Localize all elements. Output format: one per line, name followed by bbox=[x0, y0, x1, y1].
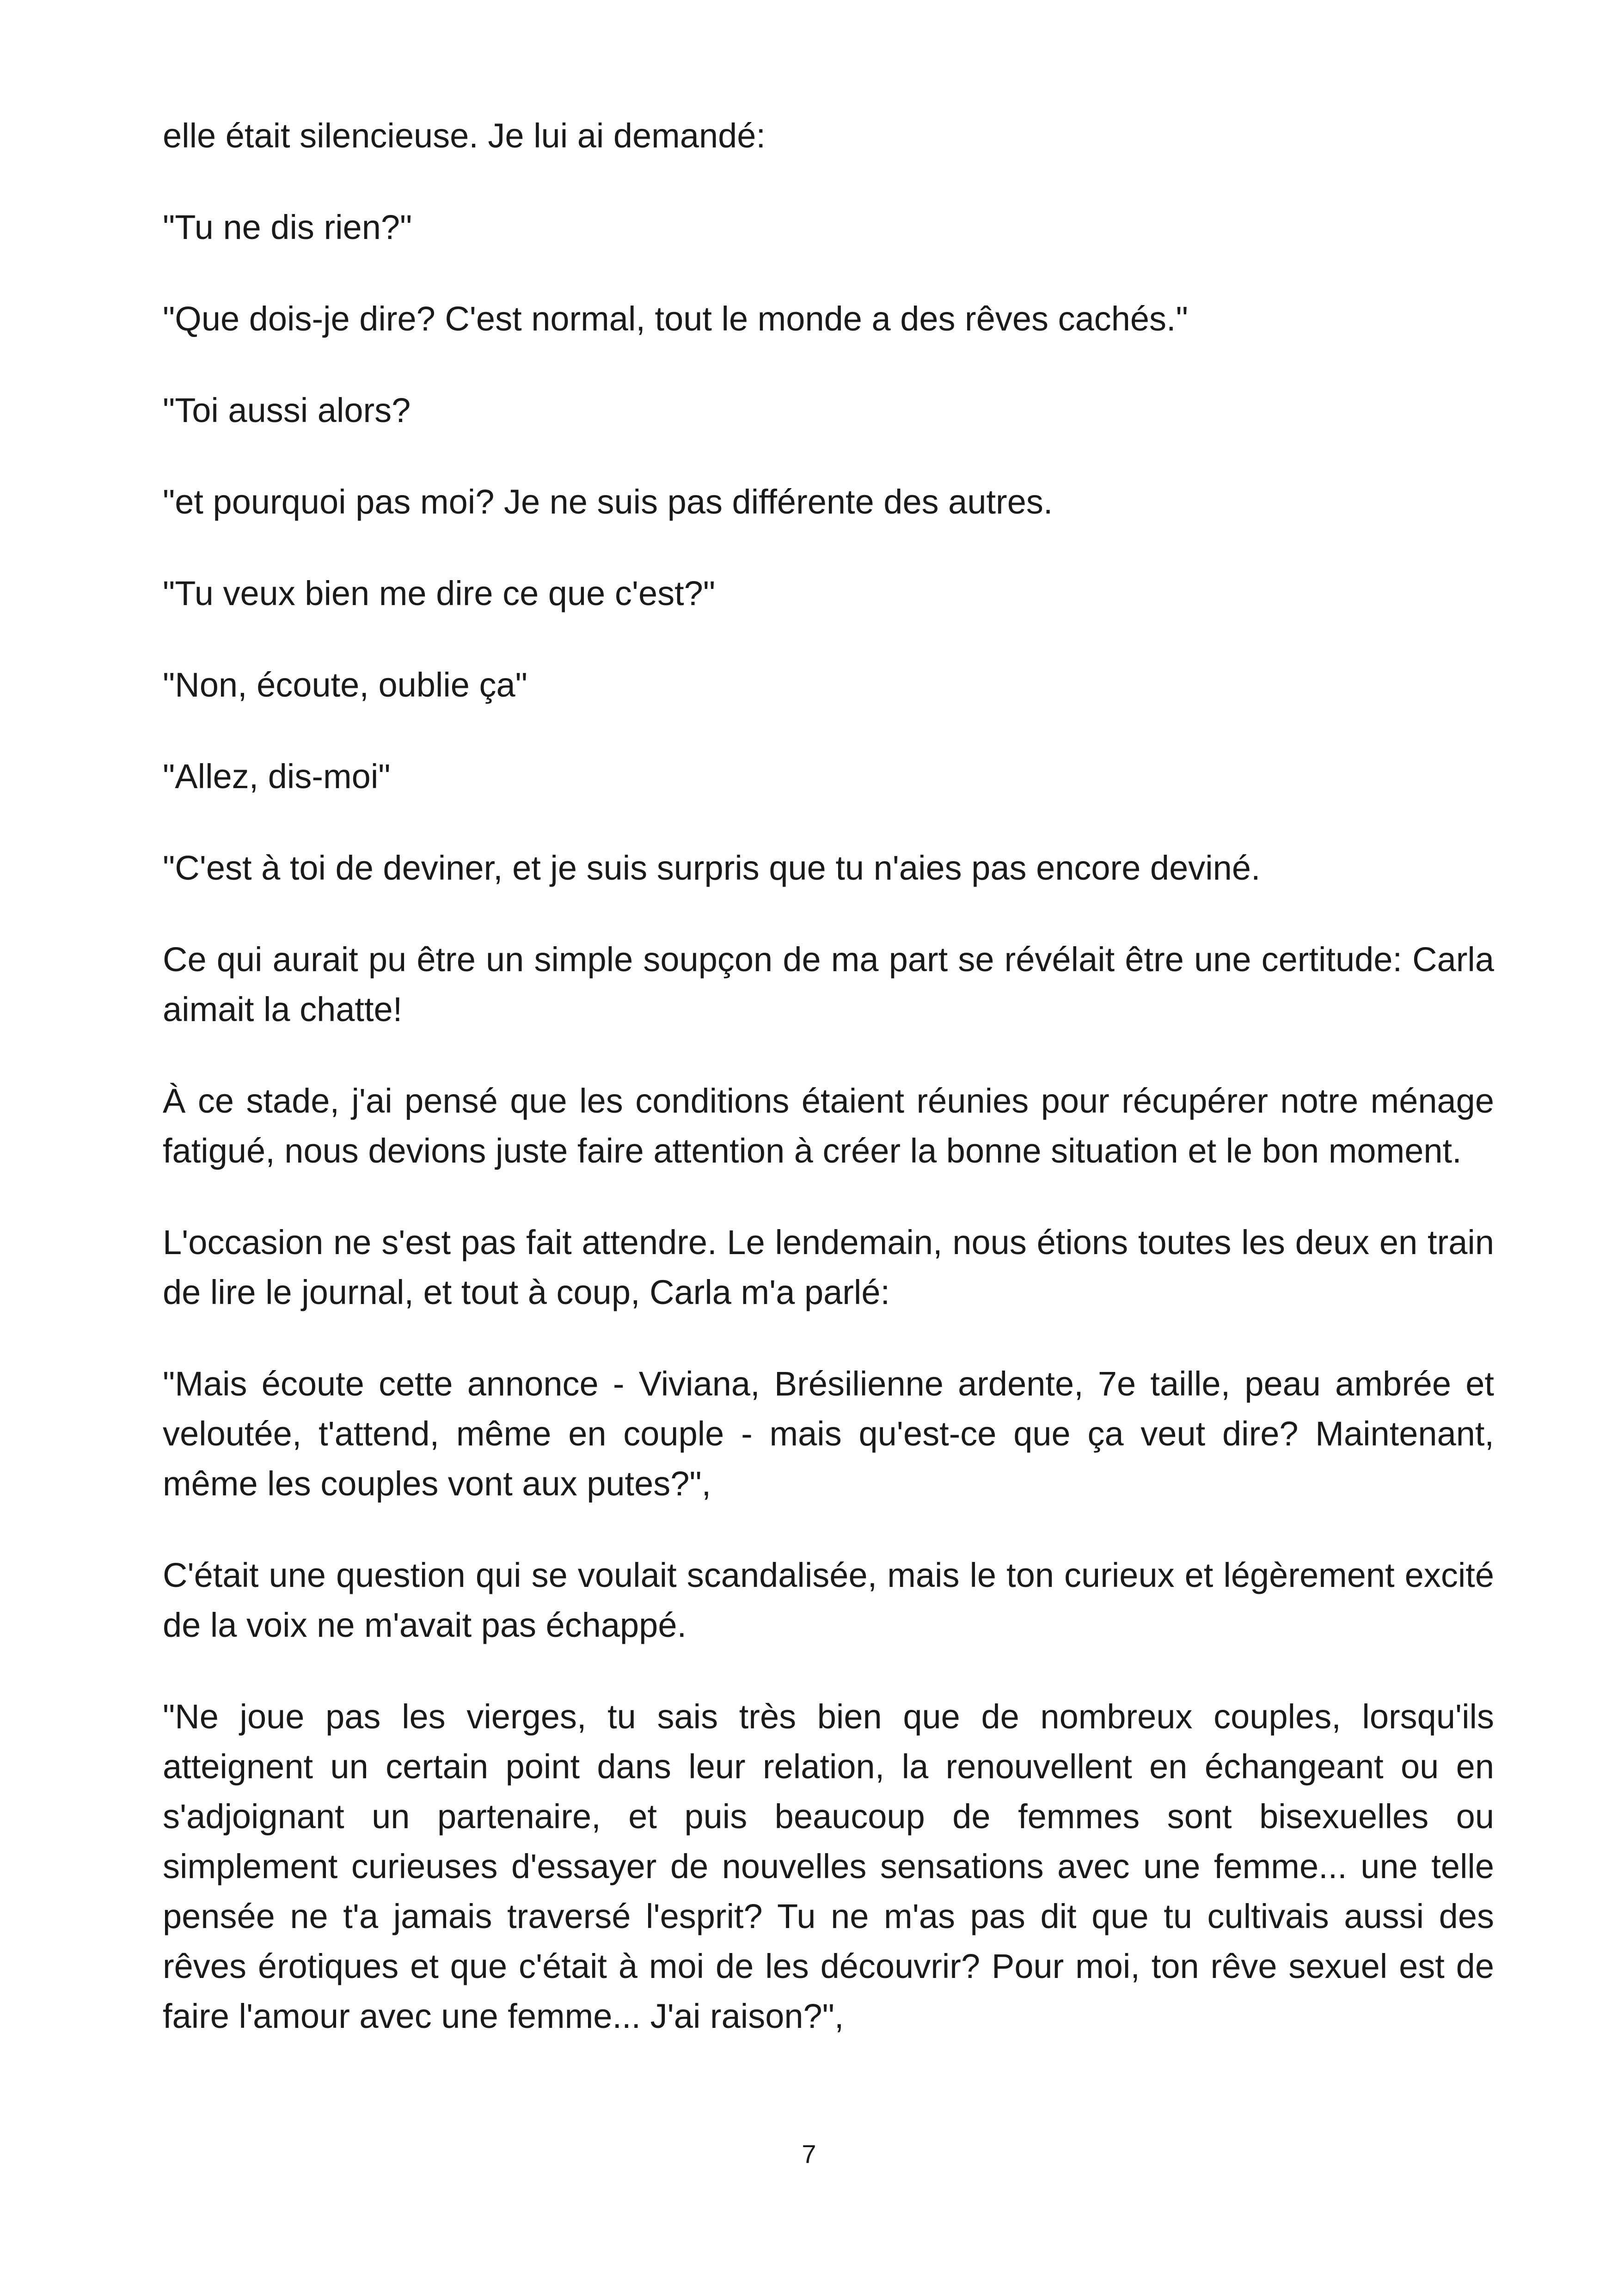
paragraph-12: L'occasion ne s'est pas fait attendre. Le lendemain, nous étions toutes les deux en train de lire le journal, et tout à coup, Carla m'a parlé: bbox=[163, 1223, 1494, 1311]
paragraph-2: "Tu ne dis rien?" bbox=[163, 208, 412, 246]
page-body bbox=[163, 111, 1494, 2083]
paragraph-11: À ce stade, j'ai pensé que les conditions étaient réunies pour récupérer notre ménage fatigué, nous devions juste faire attention à créer la bonne situation et le bon moment. bbox=[163, 1082, 1494, 1170]
paragraph-14: C'était une question qui se voulait scandalisée, mais le ton curieux et légèrement excité de la voix ne m'avait pas échappé. bbox=[163, 1556, 1494, 1644]
paragraph-9: "C'est à toi de deviner, et je suis surpris que tu n'aies pas encore deviné. bbox=[163, 849, 1261, 887]
paragraph-13: "Mais écoute cette annonce - Viviana, Brésilienne ardente, 7e taille, peau ambrée et veloutée, t'attend, même en couple - mais qu'est-ce que ça veut dire? Maintenant, même les couples vont aux putes?", bbox=[163, 1365, 1494, 1503]
paragraph-10: Ce qui aurait pu être un simple soupçon de ma part se révélait être une certitude: Carla aimait la chatte! bbox=[163, 940, 1494, 1029]
paragraph-15: "Ne joue pas les vierges, tu sais très bien que de nombreux couples, lorsqu'ils atteignent un certain point dans leur relation, la renouvellent en échangeant ou en s'adjoignant un partenaire, et puis beaucoup de femmes sont bisexuelles ou simplement curieuses d'essayer de nouvelles sensations avec une femme... une telle pensée ne t'a jamais traversé l'esprit? Tu ne m'as pas dit que tu cultivais aussi des rêves érotiques et que c'était à moi de les découvrir? Pour moi, ton rêve sexuel est de faire l'amour avec une femme... J'ai raison?", bbox=[163, 1697, 1494, 2035]
paragraph-1: elle était silencieuse. Je lui ai demandé: bbox=[163, 116, 766, 155]
paragraph-7: "Non, écoute, oublie ça" bbox=[163, 666, 527, 704]
page-number: 7 bbox=[802, 2139, 816, 2168]
paragraph-4: "Toi aussi alors? bbox=[163, 391, 411, 429]
paragraph-3: "Que dois-je dire? C'est normal, tout le monde a des rêves cachés." bbox=[163, 300, 1188, 338]
paragraph-8: "Allez, dis-moi" bbox=[163, 757, 391, 796]
paragraph-5: "et pourquoi pas moi? Je ne suis pas différente des autres. bbox=[163, 483, 1053, 521]
paragraph-6: "Tu veux bien me dire ce que c'est?" bbox=[163, 574, 716, 612]
